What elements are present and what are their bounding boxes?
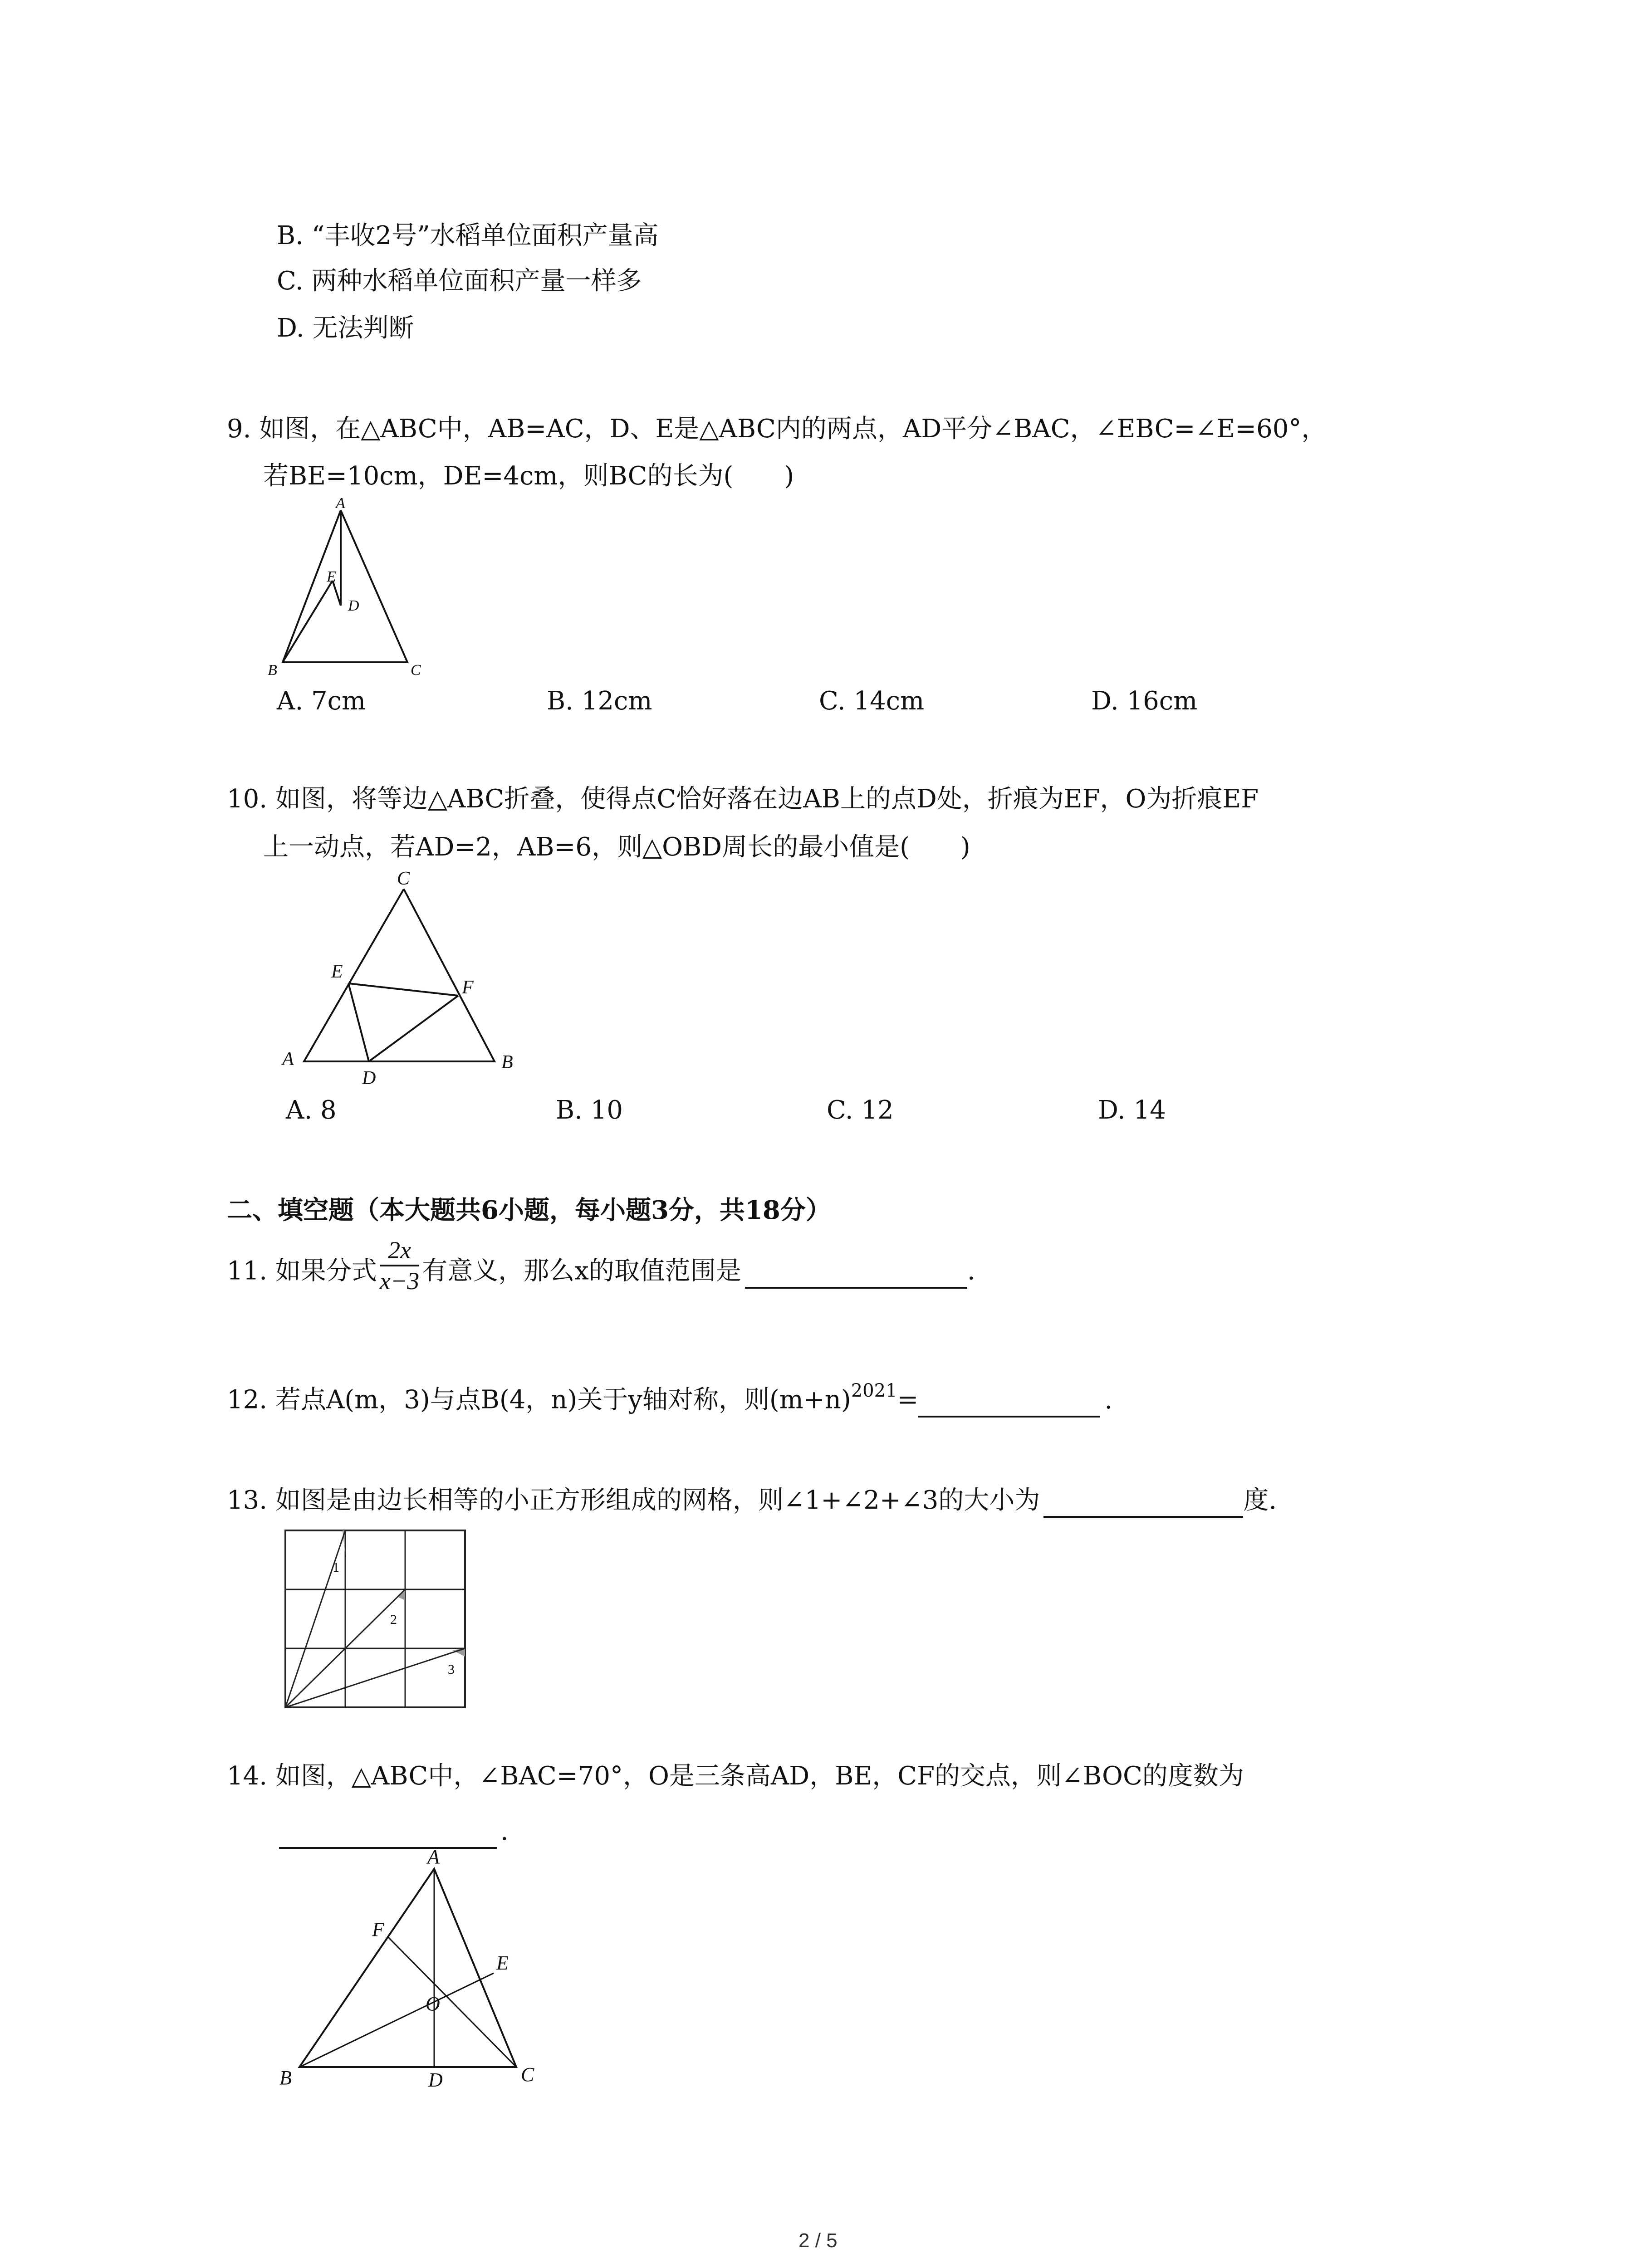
q13-grid-figure	[284, 1529, 474, 1710]
q9-triangle-abc	[283, 510, 407, 662]
q13-end: 度.	[1243, 1486, 1277, 1515]
q14-altitude-be	[299, 1973, 494, 2067]
q14-label-a: A	[427, 1846, 440, 1868]
q9-stem-line1: 9. 如图，在△ABC中，AB=AC，D、E是△ABC内的两点，AD平分∠BAC，∠EBC=∠E=60°，	[227, 414, 1327, 444]
q9-option-b: B. 12cm	[547, 686, 652, 716]
q11-fraction	[380, 1236, 419, 1295]
q9-option-c: C. 14cm	[819, 686, 925, 716]
q13-label-1: 1	[333, 1560, 339, 1575]
q14-label-f: F	[372, 1918, 384, 1941]
q10-label-f: F	[462, 977, 474, 998]
q12-answer-blank	[918, 1390, 1100, 1418]
q10-label-d: D	[362, 1068, 376, 1089]
q14-label-c: C	[521, 2063, 534, 2086]
q13-stem	[227, 1488, 1277, 1518]
q10-option-d: D. 14	[1098, 1095, 1166, 1125]
q9-label-b: B	[268, 662, 277, 679]
q12-text: 12. 若点A(m，3)与点B(4，n)关于y轴对称，则(m+n)	[227, 1385, 851, 1415]
page-number: 2 / 5	[798, 2229, 838, 2252]
q14-label-d: D	[428, 2069, 443, 2091]
q14-label-e: E	[496, 1952, 509, 1974]
q9-label-e: E	[327, 568, 336, 585]
q13-ray-3	[285, 1648, 465, 1707]
q12-exponent: 2021	[851, 1380, 897, 1401]
q9-segment-be	[283, 581, 333, 662]
q10-stem-line1: 10. 如图，将等边△ABC折叠，使得点C恰好落在边AB上的点D处，折痕为EF，O为折痕EF	[227, 784, 1259, 814]
q9-figure	[254, 494, 436, 679]
q13-label-2: 2	[390, 1612, 397, 1627]
q10-option-a: A. 8	[286, 1095, 337, 1125]
q11-fraction-denominator: x−3	[379, 1267, 420, 1295]
q9-stem-line2: 若BE=10cm，DE=4cm，则BC的长为( )	[263, 461, 794, 491]
q13-text: 13. 如图是由边长相等的小正方形组成的网格，则∠1+∠2+∠3的大小为	[227, 1486, 1040, 1515]
q14-label-o: O	[426, 1993, 440, 2015]
section-heading: 二、填空题（本大题共6小题，每小题3分，共18分）	[227, 1195, 831, 1225]
q14-answer-blank	[279, 1822, 497, 1849]
q13-ray-1	[285, 1530, 345, 1707]
q10-label-e: E	[331, 961, 343, 982]
q14-stem: 14. 如图，△ABC中，∠BAC=70°，O是三条高AD，BE，CF的交点，则∠BOC的度数为	[227, 1761, 1244, 1791]
q11-suffix: 有意义，那么x的取值范围是	[422, 1256, 741, 1286]
q9-option-a: A. 7cm	[277, 686, 366, 716]
q14-figure	[272, 1846, 554, 2105]
q10-label-a: A	[282, 1049, 294, 1070]
q13-label-3: 3	[448, 1662, 455, 1677]
q11-answer-blank	[745, 1261, 967, 1289]
q11-stem	[227, 1237, 975, 1303]
q12-end: .	[1104, 1385, 1113, 1415]
q11-end: .	[967, 1256, 975, 1286]
q14-label-b: B	[279, 2067, 292, 2089]
q13-answer-blank	[1043, 1491, 1243, 1518]
q8-option-b: B. “丰收2号”水稻单位面积产量高	[277, 221, 659, 250]
q8-option-d: D. 无法判断	[277, 313, 414, 343]
q10-label-c: C	[397, 868, 410, 889]
q10-segment-df	[369, 996, 458, 1061]
q10-figure	[272, 862, 526, 1089]
q10-option-b: B. 10	[556, 1095, 623, 1125]
q11-prefix: 11. 如果分式	[227, 1256, 377, 1286]
q10-option-c: C. 12	[827, 1095, 894, 1125]
q11-fraction-numerator: 2x	[380, 1236, 419, 1266]
q10-fold-ef	[348, 983, 458, 996]
q10-segment-ed	[348, 983, 369, 1061]
q14-triangle-abc	[299, 1869, 516, 2067]
q8-option-c: C. 两种水稻单位面积产量一样多	[277, 266, 642, 296]
q14-answer-line	[279, 1819, 509, 1849]
q12-equals: =	[897, 1385, 919, 1415]
q9-label-c: C	[411, 662, 421, 679]
q10-label-b: B	[501, 1052, 513, 1073]
q10-stem-line2: 上一动点，若AD=2，AB=6，则△OBD周长的最小值是( )	[263, 832, 970, 862]
q9-label-d: D	[348, 597, 359, 614]
q14-end: .	[500, 1817, 509, 1846]
q9-option-d: D. 16cm	[1091, 686, 1198, 716]
q9-label-a: A	[336, 495, 345, 512]
q12-stem	[227, 1380, 1113, 1418]
